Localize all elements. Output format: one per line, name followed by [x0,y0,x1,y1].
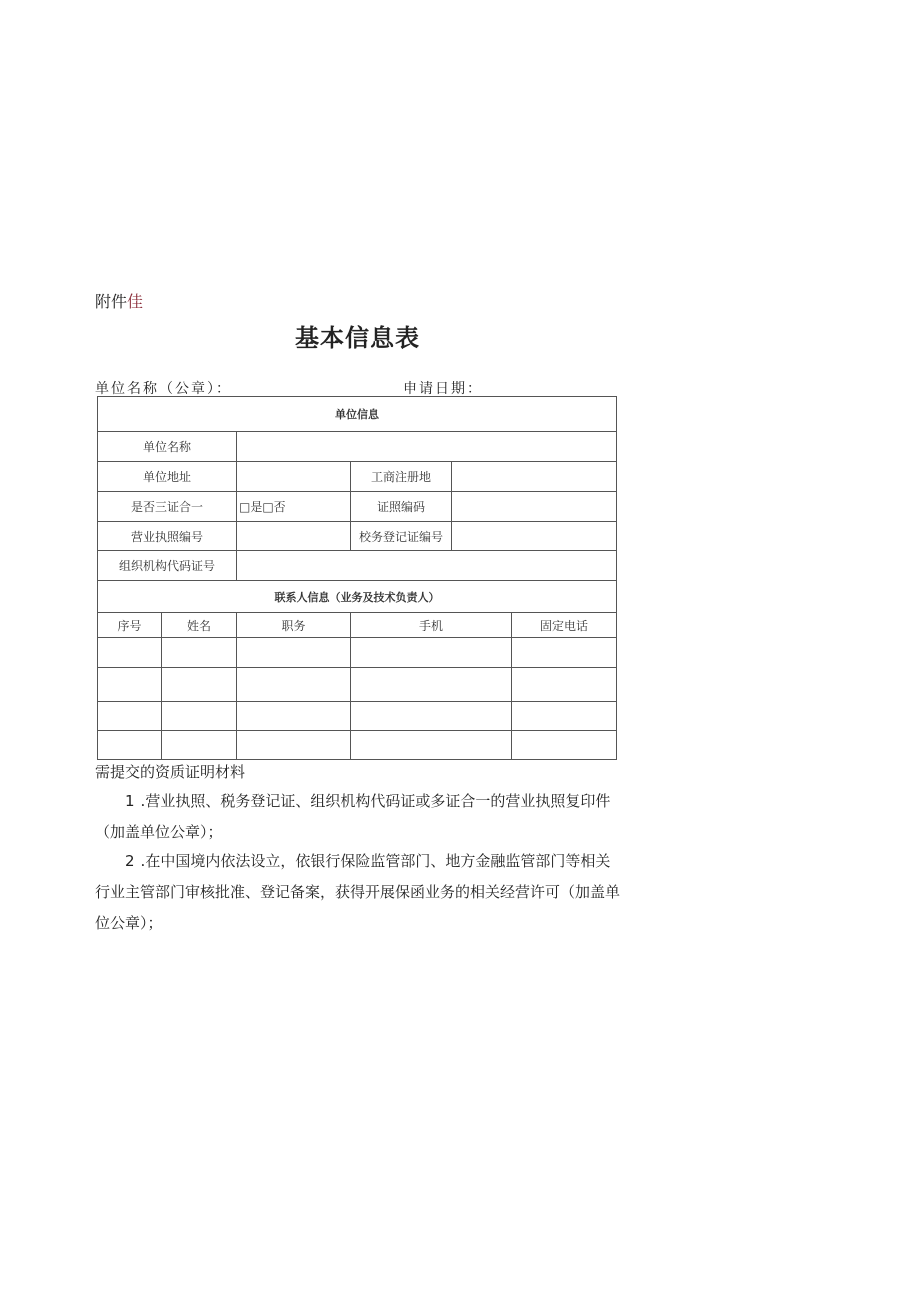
cell[interactable] [98,702,162,731]
column-header-index: 序号 [98,613,162,638]
cell[interactable] [512,731,617,760]
column-header-mobile: 手机 [351,613,512,638]
tax-registration-label: 校务登记证编号 [351,522,452,551]
material-item-2 [95,846,620,939]
material-item-2-text: .在中国境内依法设立，依银行保险监管部门、地方金融监管部门等相关行业主管部门审核批准、登记备案，获得开展保函业务的相关经营许可（加盖单位公章）； [95,852,621,932]
basic-info-table [97,396,617,760]
cell[interactable] [237,638,351,668]
contact-header: 联系人信息（业务及技术负责人） [98,581,617,613]
cell[interactable] [162,731,237,760]
unit-address-row [98,462,617,492]
cell[interactable] [98,638,162,668]
three-in-one-options[interactable]: □是□否 [237,492,351,522]
unit-address-value[interactable] [237,462,351,492]
unit-address-label: 单位地址 [98,462,237,492]
annex-text: 附件 [95,292,128,311]
material-item-1-number: 1 [125,792,135,810]
license-row [98,522,617,551]
three-in-one-label: 是否三证合一 [98,492,237,522]
annex-mark: 佳 [127,292,144,311]
unit-info-header-row [98,397,617,432]
column-header-position: 职务 [237,613,351,638]
registration-place-label: 工商注册地 [351,462,452,492]
material-item-1-text: .营业执照、税务登记证、组织机构代码证或多证合一的营业执照复印件（加盖单位公章）； [95,792,611,841]
org-code-value[interactable] [237,551,617,581]
table-row [98,668,617,702]
org-code-row [98,551,617,581]
table-row [98,702,617,731]
cell[interactable] [351,668,512,702]
cell[interactable] [351,731,512,760]
cell[interactable] [237,731,351,760]
cell[interactable] [512,702,617,731]
contact-header-row [98,581,617,613]
cell[interactable] [98,668,162,702]
unit-name-label: 单位名称（公章）： [95,381,232,397]
cell[interactable] [98,731,162,760]
unit-name-value[interactable] [237,432,617,462]
registration-place-value[interactable] [452,462,617,492]
cell[interactable] [237,702,351,731]
cell[interactable] [351,702,512,731]
tax-registration-value[interactable] [452,522,617,551]
contact-columns-row [98,613,617,638]
three-in-one-row [98,492,617,522]
column-header-name: 姓名 [162,613,237,638]
license-code-value[interactable] [452,492,617,522]
cell[interactable] [162,638,237,668]
annex-label [95,289,143,312]
unit-name-row [98,432,617,462]
cell[interactable] [237,668,351,702]
cell[interactable] [162,702,237,731]
table-row [98,638,617,668]
column-header-landline: 固定电话 [512,613,617,638]
unit-info-header: 单位信息 [98,397,617,432]
cell[interactable] [512,668,617,702]
cell[interactable] [162,668,237,702]
materials-title: 需提交的资质证明材料 [95,763,246,781]
unit-name-label-cell: 单位名称 [98,432,237,462]
page-title: 基本信息表 [295,324,420,352]
org-code-label: 组织机构代码证号 [98,551,237,581]
material-item-1 [95,786,620,848]
table-row [98,731,617,760]
material-item-2-number: 2 [125,852,135,870]
cell[interactable] [512,638,617,668]
apply-date-label: 申请日期： [403,381,483,397]
business-license-value[interactable] [237,522,351,551]
license-code-label: 证照编码 [351,492,452,522]
cell[interactable] [351,638,512,668]
business-license-label: 营业执照编号 [98,522,237,551]
